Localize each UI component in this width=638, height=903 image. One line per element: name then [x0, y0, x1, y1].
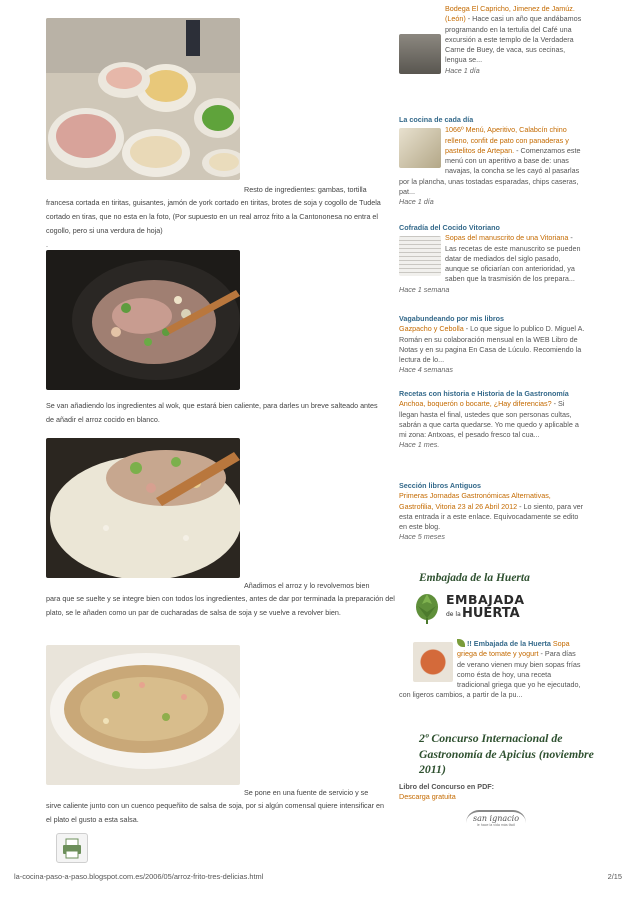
paragraph-rice: para que se suelte y se integre bien con todos los ingredientes, antes de dar por terminada la preparación del plato, se le añaden como un par de cucharadas de salsa de soja y se vuelve a revolver bien.: [46, 594, 395, 617]
widget-title-embajada: Embajada de la Huerta: [419, 572, 530, 584]
wok-sauteing-photo: [46, 250, 240, 390]
feed-source[interactable]: Recetas con historia e Historia de la Gastronomía: [399, 389, 569, 398]
feed-title-link[interactable]: Sopas del manuscrito de una Vitoriana: [445, 233, 569, 243]
san-ignacio-tagline: le hace la vida más fácil: [476, 823, 516, 827]
feed-thumbnail[interactable]: [399, 236, 441, 276]
san-ignacio-text: san ignacio: [466, 810, 526, 823]
pdf-label: Libro del Concurso en PDF: Descarga gratuita: [399, 782, 495, 802]
ingredients-photo: [46, 18, 240, 180]
feed-time: Hace 1 mes.: [399, 440, 440, 450]
feed-source[interactable]: Vagabundeando por mis libros: [399, 314, 505, 323]
embajada-post-thumbnail[interactable]: [413, 642, 453, 682]
embajada-logo[interactable]: [412, 590, 562, 624]
feed-time: Hace 1 semana: [399, 284, 450, 294]
feed-snippet: - Hace casi un año que andábamos programando en la tertulia del Café una excursión a este templo de la Verdadera Carne de Buey, de vaca, sus cecinas, lengua se...: [445, 14, 582, 65]
feed-item: [399, 481, 585, 543]
paragraph-dot: .: [46, 240, 48, 249]
feed-snippet: - Lo siento, para ver esta entrada ir a este enlace. Equivocadamente se edito en este blog.: [399, 501, 584, 532]
photo-caption-4: Se pone en una fuente de servicio y se: [244, 788, 369, 797]
served-dish-photo: [46, 645, 240, 785]
feed-snippet: - Si llegan hasta el final, ustedes que son personas cultas, sabrán a que carta quedarse. Yo me quedo y aplicable a mi zona: Antxoas, el pesado fresco tal cua...: [399, 399, 579, 440]
feed-thumbnail[interactable]: [399, 128, 441, 168]
feed-item: [399, 314, 585, 376]
widget-title-apicius: 2º Concurso Internacional de Gastronomía de Apicius (noviembre 2011): [419, 731, 594, 776]
feed-snippet: - Las recetas de este manuscrito se pueden datar de mediados del siglo pasado, aunque se oficiarían con anterioridad, ya saben que la trasmisión de los prepara...: [445, 233, 581, 284]
feed-snippet: - Lo que sigue lo publico D. Miguel A. Román en su colaboración mensual en la WEB Libro de Notas y en su pagina En Casa de Lúculo. Recomiendo la lectura de lo...: [399, 324, 585, 365]
feed-time: Hace 1 día: [399, 197, 434, 207]
leaf-icon: [457, 639, 465, 647]
paragraph-serve: sirve caliente junto con un cuenco pequeñito de salsa de soja, por si algún comensal quiere intensificar en el plato el gusto a esta salsa.: [46, 801, 385, 824]
feed-time: Hace 4 semanas: [399, 365, 453, 375]
logo-embajada-text: EMBAJADA: [446, 592, 525, 607]
feed-item: [399, 389, 585, 451]
page-number: 2/15: [607, 872, 622, 881]
pdf-download-link[interactable]: Descarga gratuita: [399, 792, 456, 802]
san-ignacio-logo[interactable]: [466, 810, 526, 834]
logo-huerta-text: HUERTA: [462, 606, 520, 621]
feed-title-link[interactable]: Anchoa, boquerón o bocarte, ¿Hay diferencias?: [399, 399, 552, 409]
feed-title-link[interactable]: Primeras Jornadas Gastronómicas Alternativas, Gastrofilia, Vitoria 23 al 26 Abril 2012: [399, 491, 551, 511]
paragraph-ingredients: francesa cortada en tiritas, guisantes, jamón de york cortado en tiritas, brotes de soja y cogollo de Tudela cortado en tiras, que no esta en la foto, (Por supuesto en un real arroz frito a la Cantononesa no entra el cogollo, pero si una verdura de hoja): [46, 198, 381, 235]
feed-thumbnail[interactable]: [399, 34, 441, 74]
photo-caption-1: Resto de ingredientes: gambas, tortilla: [244, 185, 367, 194]
printer-icon[interactable]: [56, 833, 88, 863]
rice-added-photo: [46, 438, 240, 578]
paragraph-wok: Se van añadiendo los ingredientes al wok, que estará bien caliente, para darles un breve salteado antes de añadir el arroz cocido en blanco.: [46, 401, 378, 424]
feed-item: [399, 4, 585, 76]
page-url: la-cocina-paso-a-paso.blogspot.com.es/2006/05/arroz-frito-tres-delicias.html: [14, 872, 264, 881]
feed-item: [399, 115, 585, 208]
feed-source[interactable]: Sección libros Antiguos: [399, 481, 481, 490]
feed-title-link[interactable]: Bodega El Capricho, Jimenez de Jamúz. (León): [445, 4, 575, 24]
feed-snippet: - Comenzamos este menú con un aperitivo a base de: unas navajas, la concha se les cayó al pasarlas por la plancha, unas tostadas esparadas, chips caseras, pat...: [399, 145, 581, 197]
feed-source[interactable]: Cofradía del Cocido Vitoriano: [399, 223, 500, 232]
photo-caption-3: Añadimos el arroz y lo revolvemos bien: [244, 581, 370, 590]
embajada-post: [399, 639, 585, 701]
embajada-post-snippet: - Para días de verano vienen muy bien sopas frías como ésta de hoy, una receta tradicional griega que yo he ejecutado, con ligeros cambios, a partir de la pu...: [399, 649, 581, 700]
artichoke-icon: [412, 590, 442, 624]
embajada-post-source[interactable]: !! Embajada de la Huerta: [467, 639, 551, 648]
embajada-post-title-link[interactable]: Sopa griega de tomate y yogurt: [457, 639, 570, 659]
feed-title-link[interactable]: 1066º Menú, Aperitivo, Calabcín chino relleno, confit de pato con panaderas y pastelitos de Artepan.: [445, 125, 569, 155]
feed-source[interactable]: La cocina de cada día: [399, 115, 474, 124]
feed-title-link[interactable]: Gazpacho y Cebolla: [399, 324, 464, 334]
feed-time: Hace 5 meses: [399, 532, 445, 542]
feed-time: Hace 1 día: [445, 65, 480, 75]
logo-dela-text: de la: [446, 611, 461, 618]
feed-item: [399, 223, 585, 295]
